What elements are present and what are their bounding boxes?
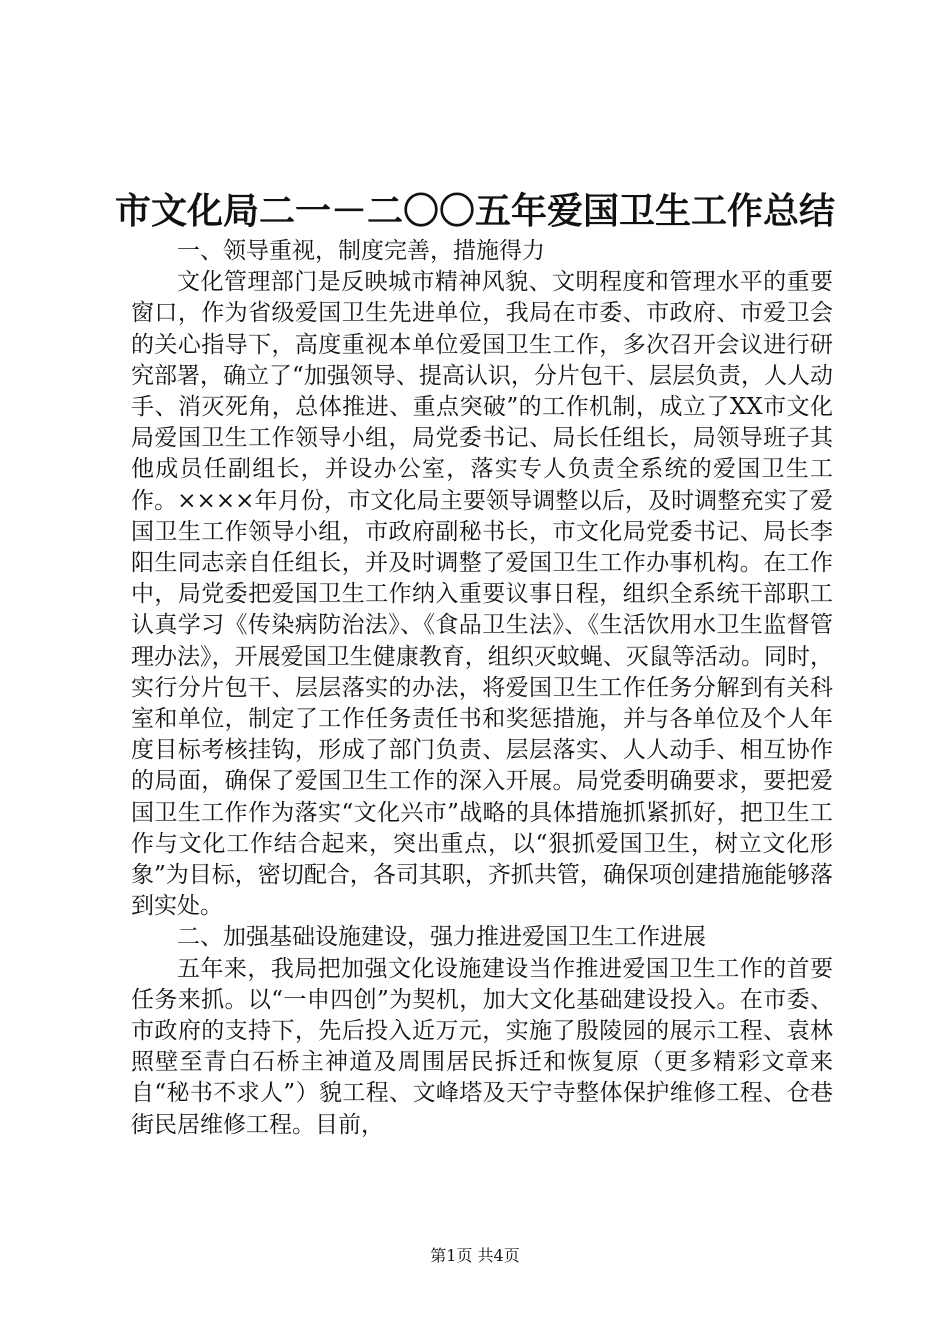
section-heading-2: 二、加强基础设施建设，强力推进爱国卫生工作进展 — [177, 924, 706, 951]
document-title: 市文化局二一－二〇〇五年爱国卫生工作总结 — [114, 190, 835, 232]
section-heading-1: 一、领导重视，制度完善，措施得力 — [177, 238, 545, 264]
page-number: 第1页 共4页 — [430, 1246, 520, 1265]
paragraph-2: 五年来，我局把加强文化设施建设当作推进爱国卫生工作的首要任务来抓。以“一申四创”为契机，加大文化基础建设投入。在市委、市政府的支持下，先后投入近万元，实施了殷陵园的展示工程、袁林照壁至青白石桥主神道及周围居民拆迁和恢复原（更多精彩文章来自“秘书不求人”）貌工程、文峰塔及天宁寺整体保护维修工程、仓巷街民居维修工程。目前， — [131, 955, 833, 1138]
paragraph-1: 文化管理部门是反映城市精神风貌、文明程度和管理水平的重要窗口，作为省级爱国卫生先进单位，我局在市委、市政府、市爱卫会的关心指导下，高度重视本单位爱国卫生工作，多次召开会议进行研究部署，确立了“加强领导、提高认识，分片包干、层层负责，人人动手、消灭死角，总体推进、重点突破”的工作机制，成立了XX市文化局爱国卫生工作领导小组，局党委书记、局长任组长，局领导班子其他成员任副组长，并设办公室，落实专人负责全系统的爱国卫生工作。××××年月份，市文化局主要领导调整以后，及时调整充实了爱国卫生工作领导小组，市政府副秘书长，市文化局党委书记、局长李阳生同志亲自任组长，并及时调整了爱国卫生工作办事机构。在工作中，局党委把爱国卫生工作纳入重要议事日程，组织全系统干部职工认真学习《传染病防治法》、《食品卫生法》、《生活饮用水卫生监督管理办法》，开展爱国卫生健康教育，组织灭蚊蝇、灭鼠等活动。同时，实行分片包干、层层落实的办法，将爱国卫生工作任务分解到有关科室和单位，制定了工作任务责任书和奖惩措施，并与各单位及个人年度目标考核挂钩，形成了部门负责、层层落实、人人动手、相互协作的局面，确保了爱国卫生工作的深入开展。局党委明确要求，要把爱国卫生工作作为落实“文化兴市”战略的具体措施抓紧抓好，把卫生工作与文化工作结合起来，突出重点，以“狠抓爱国卫生，树立文化形象”为目标，密切配合，各司其职，齐抓共管，确保项创建措施能够落到实处。 — [131, 269, 833, 920]
document-body — [131, 236, 833, 1141]
